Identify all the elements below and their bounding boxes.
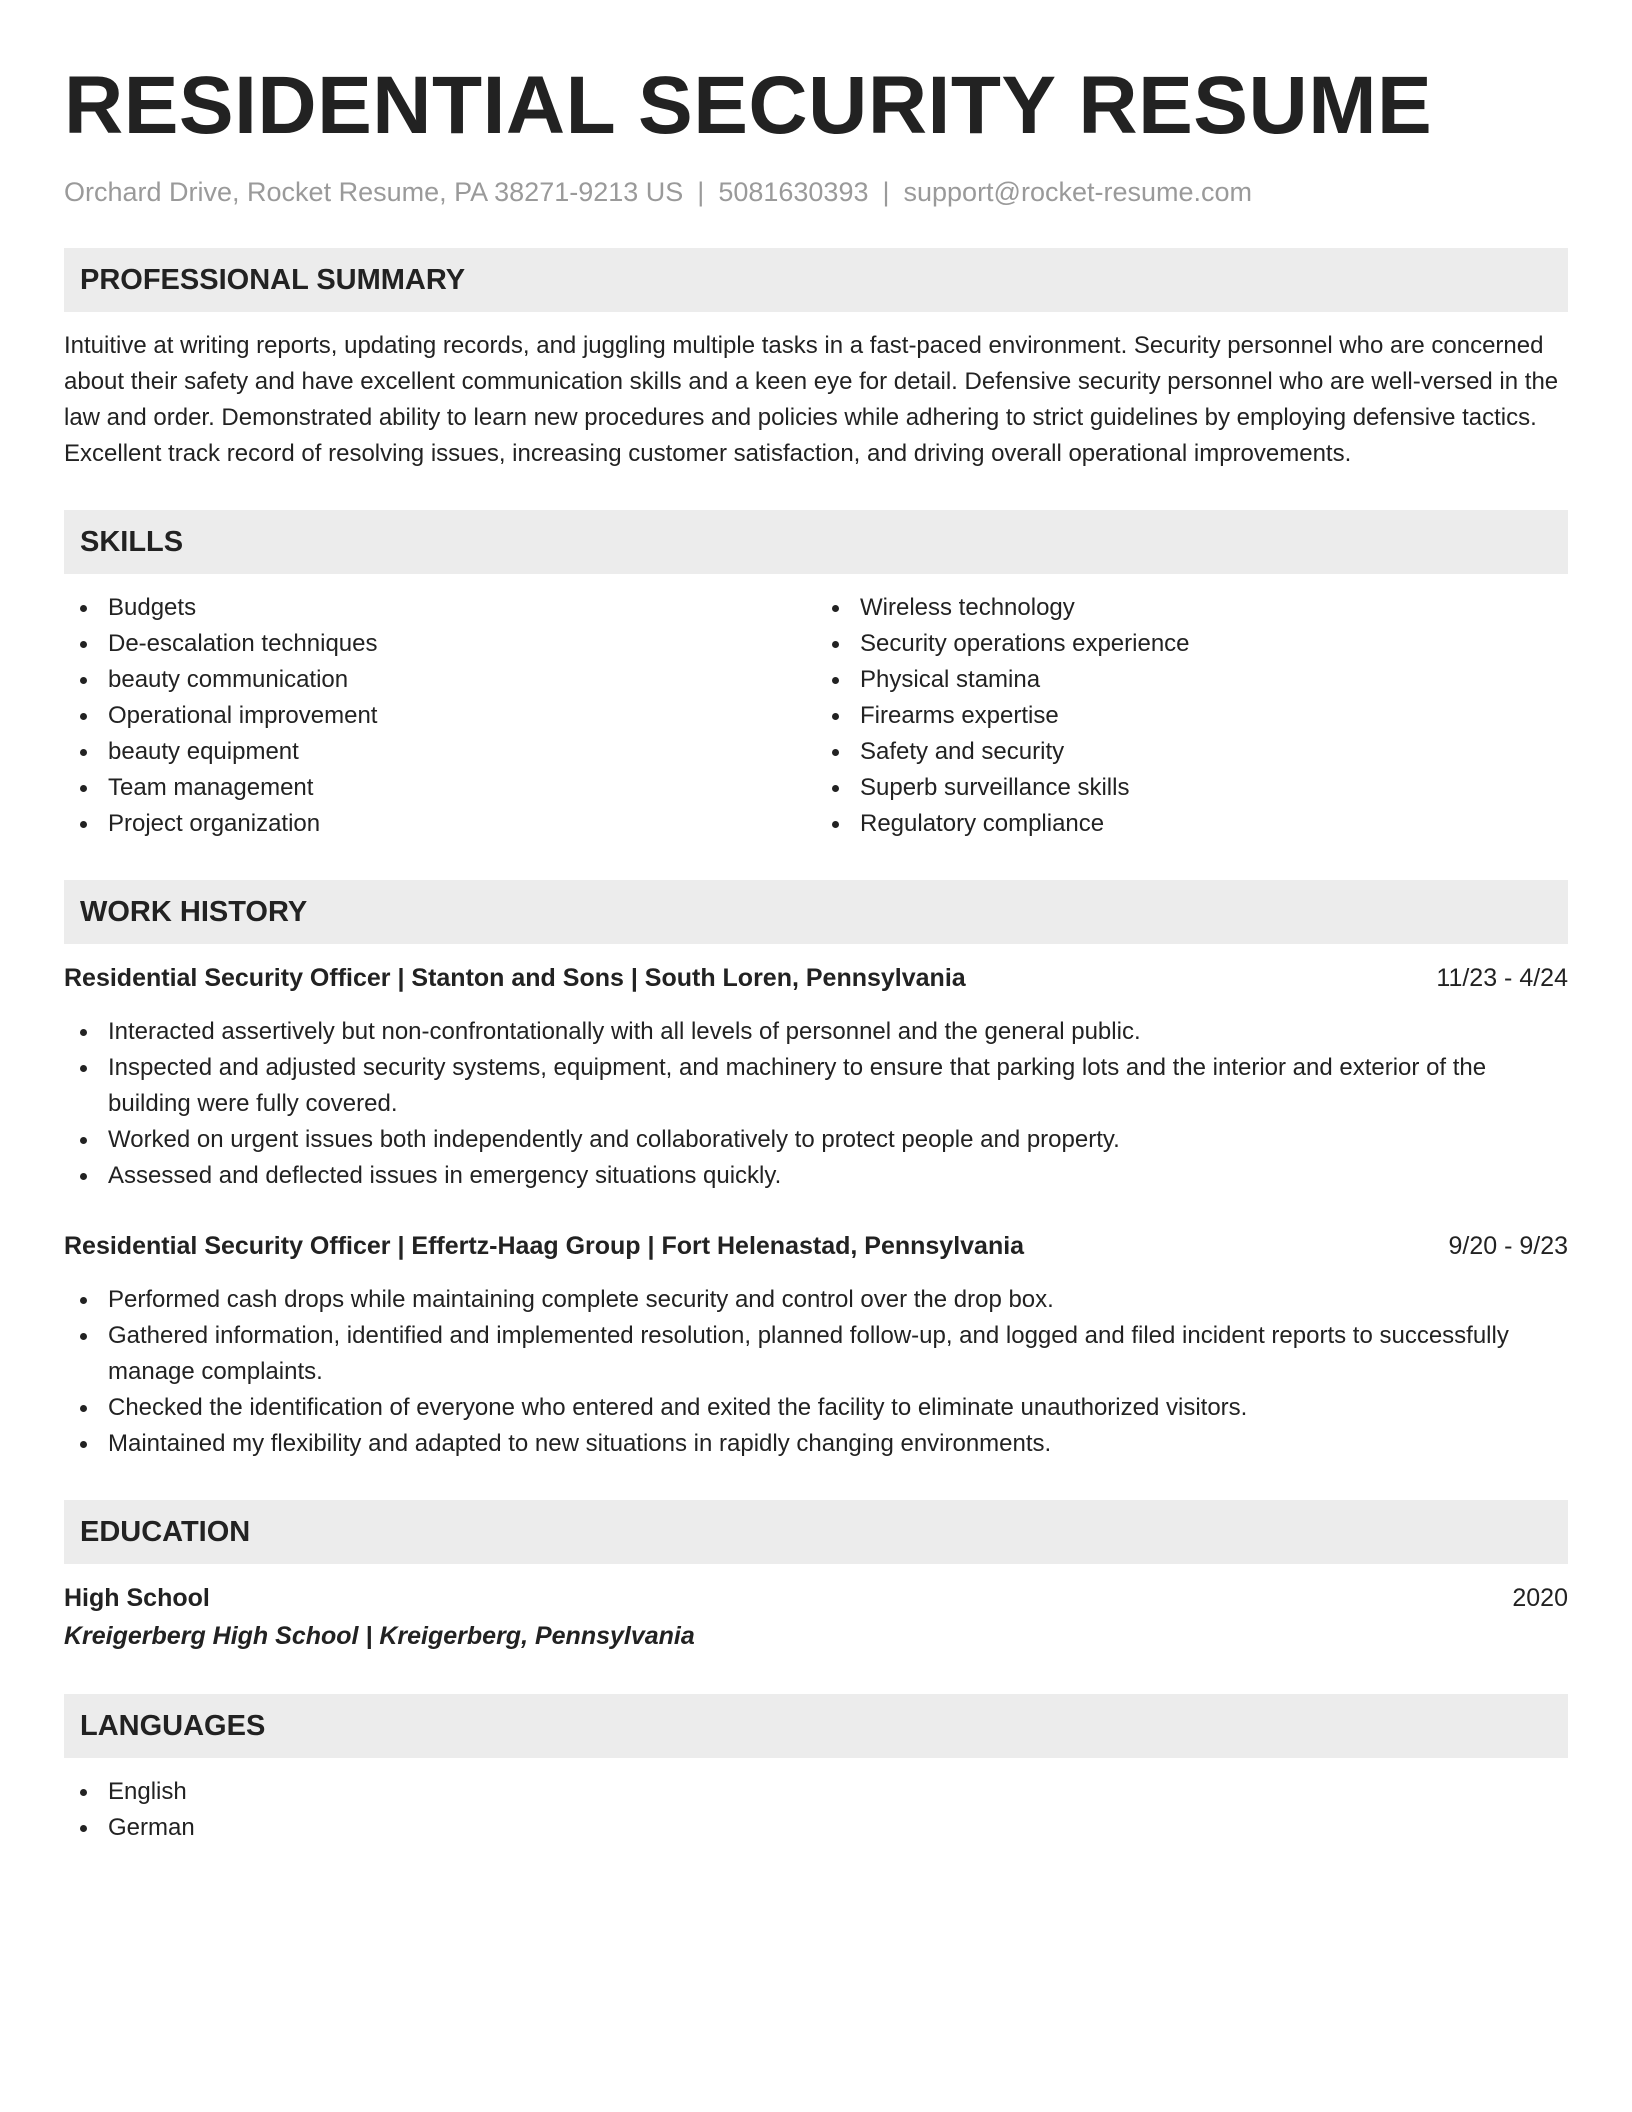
job-duty: Gathered information, identified and implemented resolution, planned follow-up, and logged and filed incident reports to successfully manage complaints. [64,1318,1568,1390]
job-duty: Maintained my flexibility and adapted to new situations in rapidly changing environments. [64,1426,1568,1462]
job-title: Residential Security Officer | Effertz-Haag Group | Fort Helenastad, Pennsylvania [64,1232,1025,1260]
skill-item: Physical stamina [816,662,1568,698]
skill-item: Wireless technology [816,590,1568,626]
section-heading-languages: LANGUAGES [64,1694,1568,1758]
job-duty: Inspected and adjusted security systems, equipment, and machinery to ensure that parking lots and the interior and exterior of the building were fully covered. [64,1050,1568,1122]
resume-title: RESIDENTIAL SECURITY RESUME [64,60,1433,151]
language-item: English [64,1774,1568,1810]
education-entry [64,1580,1568,1656]
job-title: Residential Security Officer | Stanton and Sons | South Loren, Pennsylvania [64,964,966,992]
job-header [64,1228,1568,1264]
contact-phone: 5081630393 [718,177,869,207]
section-heading-skills: SKILLS [64,510,1568,574]
job-duty: Assessed and deflected issues in emergency situations quickly. [64,1158,1568,1194]
skills-column-left [64,590,816,842]
contact-email[interactable]: support@rocket-resume.com [903,177,1253,207]
job-duty: Worked on urgent issues both independently and collaboratively to protect people and property. [64,1122,1568,1158]
job-header [64,960,1568,996]
job-dates: 9/20 - 9/23 [1448,1232,1568,1260]
job-dates: 11/23 - 4/24 [1436,964,1568,992]
languages-list [64,1774,1568,1846]
job-entry [64,960,1568,1194]
contact-separator: | [882,177,890,207]
skill-item: De-escalation techniques [64,626,816,662]
job-duty: Performed cash drops while maintaining complete security and control over the drop box. [64,1282,1568,1318]
education-year: 2020 [1512,1584,1568,1612]
skill-item: Budgets [64,590,816,626]
skills-column-right [816,590,1568,842]
contact-line [64,174,1568,210]
section-heading-work: WORK HISTORY [64,880,1568,944]
job-duty: Interacted assertively but non-confrontationally with all levels of personnel and the general public. [64,1014,1568,1050]
section-heading-summary: PROFESSIONAL SUMMARY [64,248,1568,312]
education-degree: High School [64,1584,210,1612]
skill-item: beauty equipment [64,734,816,770]
contact-separator: | [697,177,705,207]
skill-item: Firearms expertise [816,698,1568,734]
job-entry [64,1228,1568,1462]
language-item: German [64,1810,1568,1846]
job-duties [64,1014,1568,1194]
skill-item: Regulatory compliance [816,806,1568,842]
summary-text: Intuitive at writing reports, updating records, and juggling multiple tasks in a fast-paced environment. Security personnel who are concerned about their safety and have excellent communication skills and a keen eye for detail. Defensive security personnel who are well-versed in the law and order. Demonstrated ability to learn new procedures and policies while adhering to strict guidelines by employing defensive tactics. Excellent track record of resolving issues, increasing customer satisfaction, and driving overall operational improvements. [64,332,1559,467]
education-school: Kreigerberg High School | Kreigerberg, Pennsylvania [64,1622,695,1650]
section-heading-education: EDUCATION [64,1500,1568,1564]
contact-address: Orchard Drive, Rocket Resume, PA 38271-9213 US [64,177,684,207]
skills-list [64,590,1568,842]
skill-item: Security operations experience [816,626,1568,662]
job-duties [64,1282,1568,1462]
job-duty: Checked the identification of everyone who entered and exited the facility to eliminate unauthorized visitors. [64,1390,1568,1426]
skill-item: Safety and security [816,734,1568,770]
skill-item: Operational improvement [64,698,816,734]
education-header [64,1580,1568,1616]
skill-item: Superb surveillance skills [816,770,1568,806]
skill-item: beauty communication [64,662,816,698]
skill-item: Team management [64,770,816,806]
skill-item: Project organization [64,806,816,842]
